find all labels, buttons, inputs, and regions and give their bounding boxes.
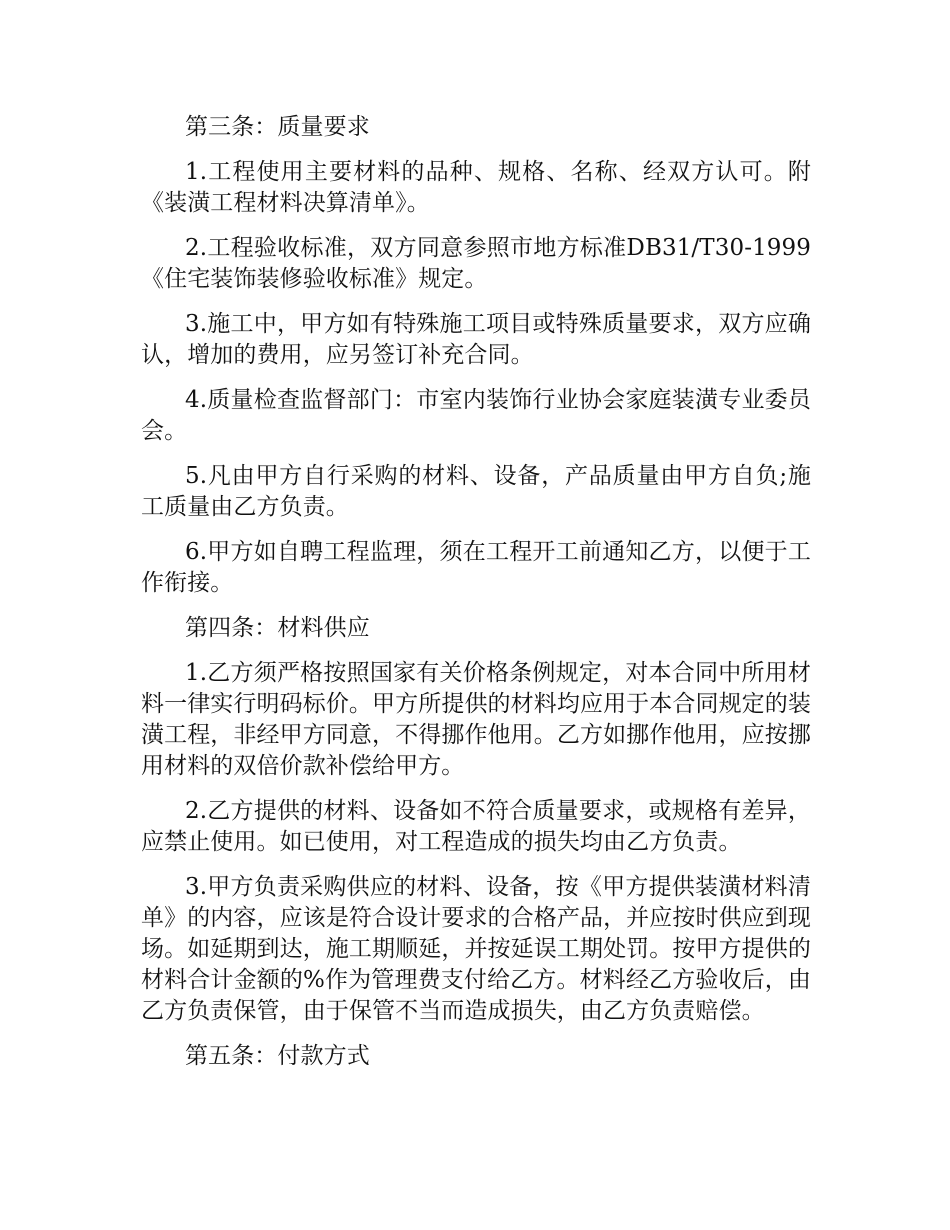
paragraph: 6.甲方如自聘工程监理，须在工程开工前通知乙方，以便于工作衔接。 [141, 539, 811, 596]
paragraph: 4.质量检查监督部门：市室内装饰行业协会家庭装潢专业委员会。 [141, 387, 811, 444]
section-heading-quality: 第三条：质量要求 [185, 114, 370, 140]
section-heading-materials: 第四条：材料供应 [185, 615, 370, 641]
paragraph: 1.工程使用主要材料的品种、规格、名称、经双方认可。附《装潢工程材料决算清单》。 [141, 159, 811, 216]
paragraph: 2.工程验收标准，双方同意参照市地方标准DB31/T30-1999《住宅装饰装修验收标准》规定。 [141, 235, 811, 292]
paragraph: 3.施工中，甲方如有特殊施工项目或特殊质量要求，双方应确认，增加的费用，应另签订补充合同。 [141, 311, 811, 368]
document-body [141, 112, 811, 1086]
paragraph: 2.乙方提供的材料、设备如不符合质量要求，或规格有差异，应禁止使用。如已使用，对工程造成的损失均由乙方负责。 [141, 798, 811, 855]
paragraph: 5.凡由甲方自行采购的材料、设备，产品质量由甲方自负;施工质量由乙方负责。 [141, 463, 811, 520]
paragraph: 1.乙方须严格按照国家有关价格条例规定，对本合同中所用材料一律实行明码标价。甲方所提供的材料均应用于本合同规定的装潢工程，非经甲方同意，不得挪作他用。乙方如挪作他用，应按挪用材料的双倍价款补偿给甲方。 [141, 660, 811, 779]
paragraph: 3.甲方负责采购供应的材料、设备，按《甲方提供装潢材料清单》的内容，应该是符合设计要求的合格产品，并应按时供应到现场。如延期到达，施工期顺延，并按延误工期处罚。按甲方提供的材料合计金额的%作为管理费支付给乙方。材料经乙方验收后，由乙方负责保管，由于保管不当而造成损失，由乙方负责赔偿。 [141, 874, 811, 1024]
section-heading-payment: 第五条：付款方式 [185, 1043, 370, 1069]
